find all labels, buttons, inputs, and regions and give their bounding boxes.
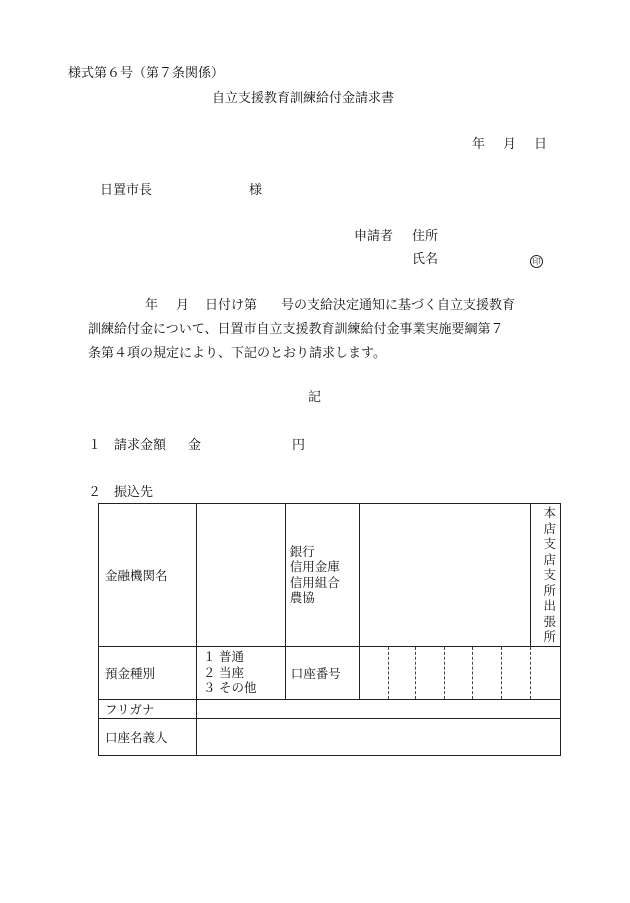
branch-shutchojo: 出張所 (543, 598, 556, 644)
institution-row (99, 504, 561, 647)
deposit-label-cell (99, 646, 197, 699)
date-year-label: 年 (472, 137, 486, 152)
form-number: 様式第６号（第７条関係） (68, 66, 225, 81)
institution-label (105, 566, 189, 584)
item1-label: 請求金額 (114, 438, 167, 453)
institution-label-cell (99, 504, 197, 647)
furigana-label: フリガナ (105, 701, 155, 717)
branch-name-input[interactable] (359, 504, 530, 647)
deposit-type-options[interactable] (196, 646, 285, 699)
item1-unit: 円 (292, 438, 306, 453)
account-digit-6[interactable] (502, 646, 531, 699)
account-digit-4[interactable] (445, 646, 473, 699)
holder-name-input[interactable] (196, 718, 560, 755)
furigana-label-cell (99, 699, 197, 718)
document-title: 自立支援教育訓練給付金請求書 (212, 91, 395, 106)
ki-heading: 記 (308, 390, 322, 405)
item2-label: 振込先 (114, 485, 154, 500)
type-bank: 銀行 (289, 543, 315, 559)
body-line-1 (145, 298, 515, 314)
deposit-option-other[interactable]: ３ その他 (202, 680, 257, 696)
body-month: 月 (176, 298, 190, 313)
account-digit-5[interactable] (473, 646, 502, 699)
account-digit-3[interactable] (416, 646, 445, 699)
seal-mark (530, 253, 543, 269)
furigana-row (99, 699, 561, 718)
type-shinkin: 信用金庫 (289, 559, 340, 575)
institution-label-text: 金融機関名 (105, 567, 168, 583)
body-line-2: 訓練給付金について、日置市自立支援教育訓練給付金事業実施要綱第７ (88, 322, 504, 337)
body-notice: 号の支給決定通知に基づく自立支援教育 (281, 298, 516, 313)
account-digit-1[interactable] (359, 646, 388, 699)
branch-honten: 本店 (543, 505, 556, 536)
institution-name-input[interactable] (196, 504, 285, 647)
furigana-input[interactable] (196, 699, 560, 718)
holder-row (99, 718, 561, 755)
item1-prefix: 金 (188, 438, 202, 453)
deposit-option-toza[interactable]: ２ 当座 (202, 664, 244, 680)
body-year: 年 (145, 298, 159, 313)
applicant-label: 申請者 (354, 229, 394, 244)
item2-number: ２ (88, 485, 102, 500)
type-nokyo: 農協 (289, 590, 315, 606)
addressee-name: 日置市長 (100, 183, 153, 198)
type-shinkumi: 信用組合 (289, 574, 340, 590)
account-number-label: 口座番号 (285, 646, 359, 699)
date-month-label: 月 (503, 137, 517, 152)
date-line (472, 137, 547, 153)
deposit-option-futsu[interactable]: １ 普通 (202, 649, 244, 665)
branch-shisho: 支所 (543, 567, 556, 598)
item1-number: １ (88, 438, 102, 453)
date-day-label: 日 (534, 137, 548, 152)
addressee-honorific: 様 (249, 183, 263, 198)
name-label: 氏名 (412, 252, 439, 267)
seal-icon: 印 (530, 255, 543, 268)
account-digit-2[interactable] (388, 646, 416, 699)
branch-shiten: 支店 (543, 536, 556, 567)
address-label: 住所 (412, 229, 439, 244)
institution-type-cell (285, 504, 359, 647)
holder-label: 口座名義人 (105, 729, 168, 745)
bank-transfer-table (98, 503, 561, 756)
deposit-label: 預金種別 (105, 665, 156, 681)
holder-label-cell (99, 718, 197, 755)
branch-type-cell (530, 504, 560, 647)
body-date-no: 日付け第 (205, 298, 258, 313)
deposit-row (99, 646, 561, 699)
account-digit-7[interactable] (530, 646, 560, 699)
body-line-3: 条第４項の規定により、下記のとおり請求します。 (88, 346, 386, 361)
